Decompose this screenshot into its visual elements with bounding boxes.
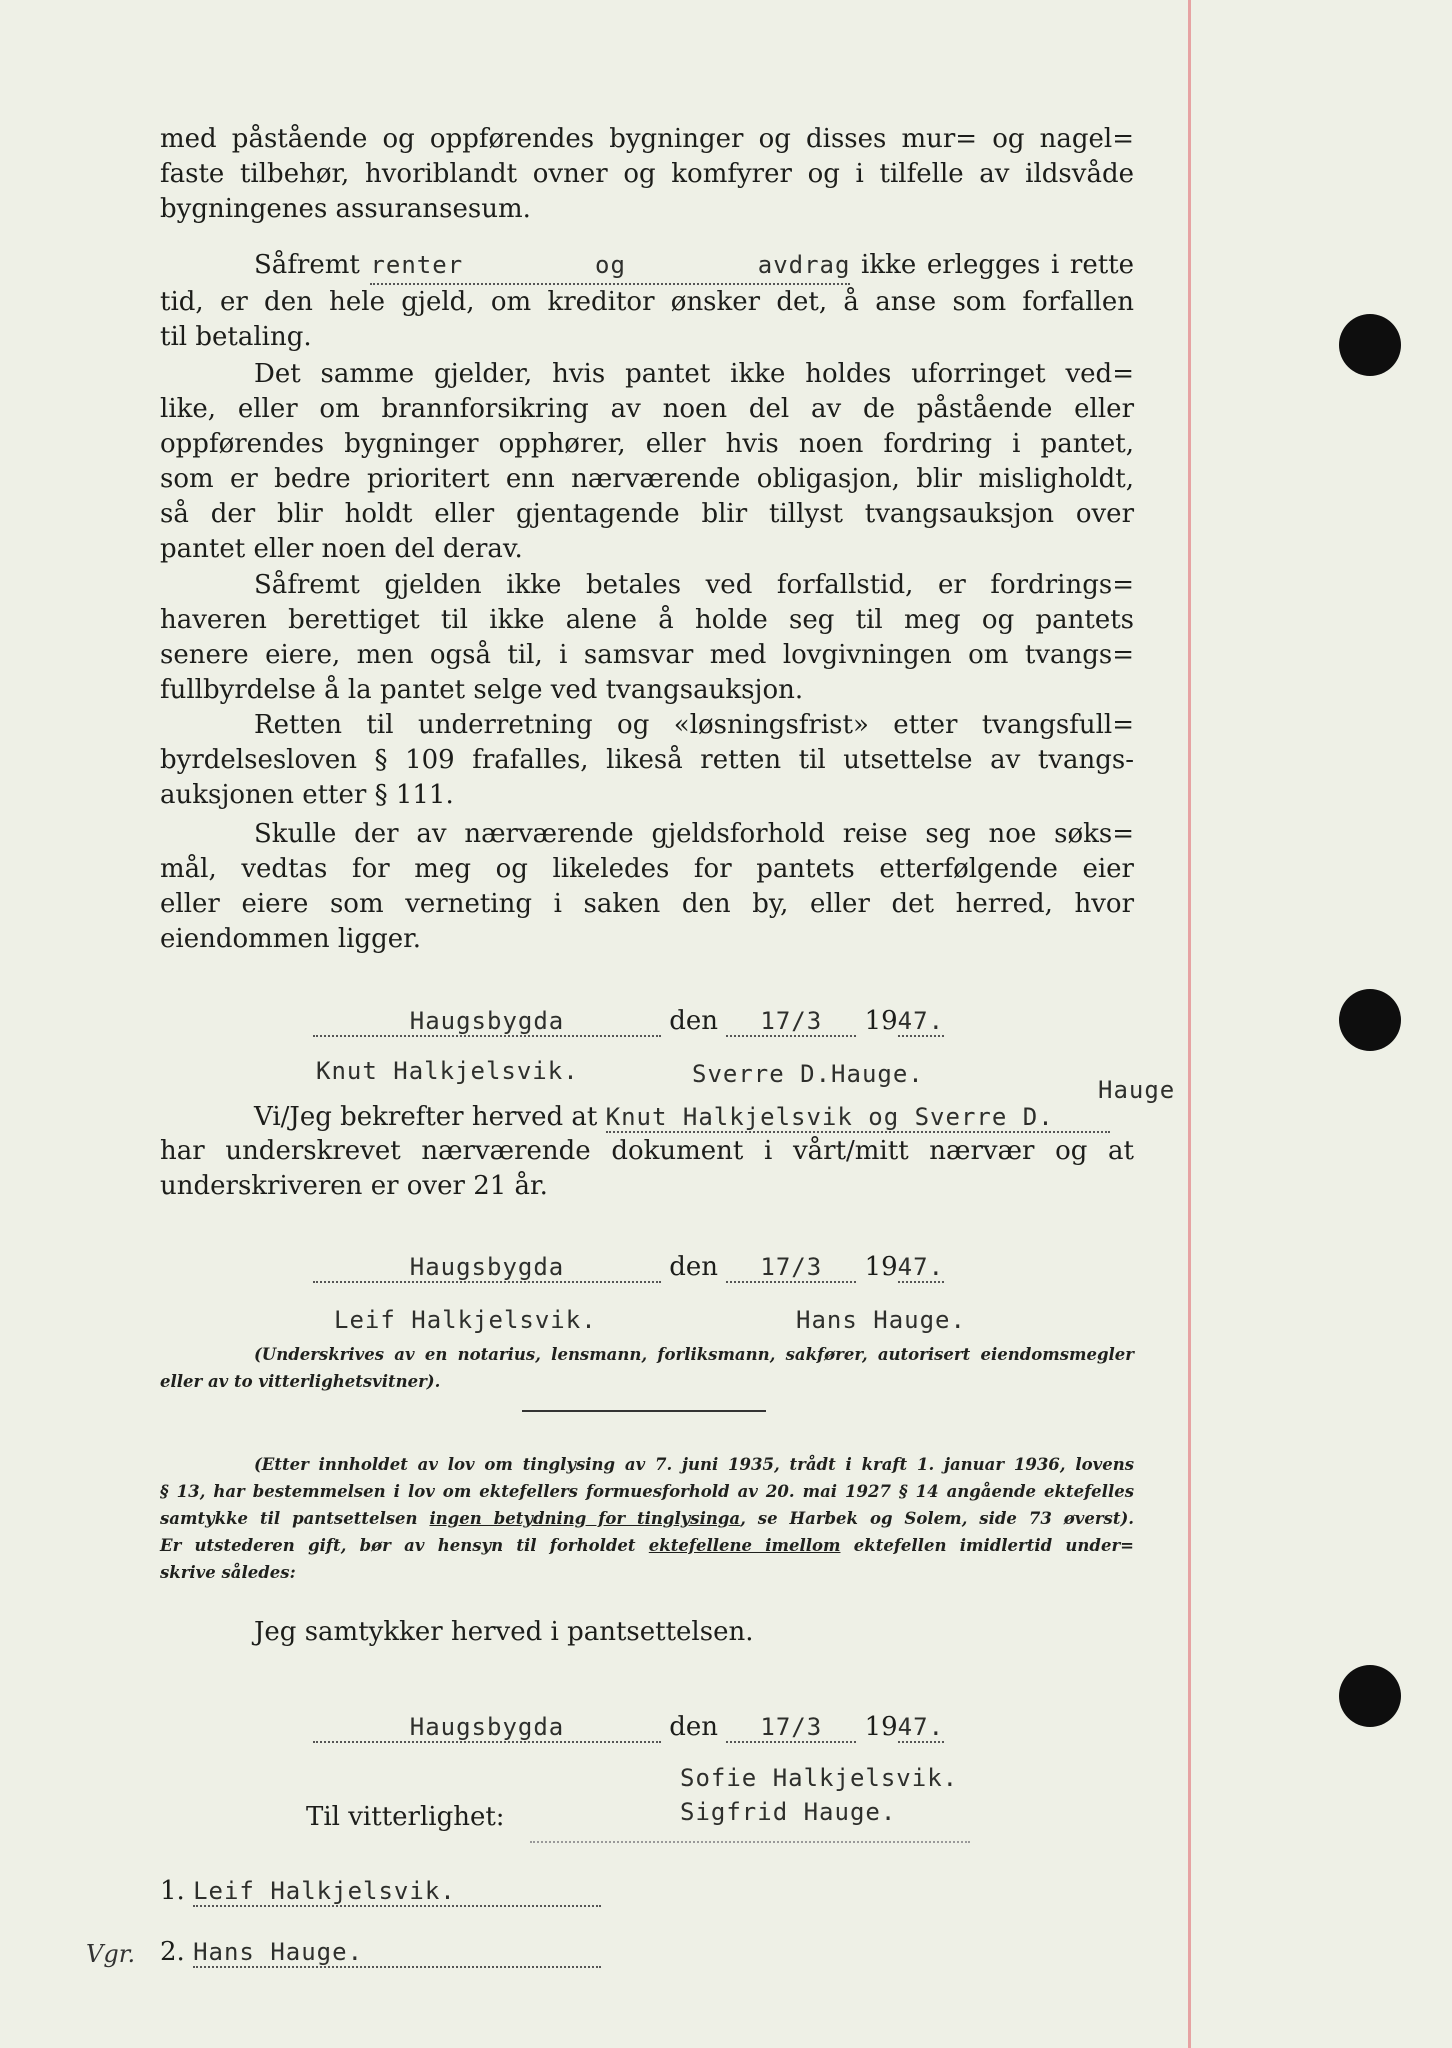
text-line: tid, er den hele gjeld, om kreditor ønsker det, å anse som forfallen (160, 287, 1134, 317)
text-line (160, 248, 1134, 285)
year-prefix: 19 (864, 1712, 898, 1742)
signature-sverre: Sverre D.Hauge. (692, 1060, 924, 1088)
date-value: 17/3 (726, 1713, 856, 1743)
witness-number: 2. (160, 1937, 185, 1967)
text-line (160, 1505, 1134, 1532)
place-value: Haugsbygda (313, 1713, 661, 1743)
punch-hole-bottom (1339, 1665, 1401, 1727)
confirmation-line-1 (254, 1102, 1110, 1133)
text-line: har underskrevet nærværende dokument i vårt/mitt nærvær og at (160, 1136, 1134, 1166)
date-line-2 (313, 1252, 944, 1283)
date-value: 17/3 (726, 1253, 856, 1283)
text-line: eller av to vitterlighetsvitner). (160, 1372, 441, 1391)
witness-line-1 (160, 1876, 601, 1907)
text-line: senere eiere, men også til, i samsvar med lovgivningen om tvangs= (160, 640, 1134, 670)
text-line (160, 1532, 1134, 1559)
paragraph-buildings (160, 122, 1134, 227)
text-line: Det samme gjelder, hvis pantet ikke holdes uforringet ved= (254, 359, 1134, 389)
year-suffix: 47. (897, 1713, 945, 1741)
text-line: underskriveren er over 21 år. (160, 1171, 548, 1201)
paragraph-safremt (160, 248, 1134, 355)
text-line: haveren berettiget til ikke alene å holde seg til meg og pantets (160, 605, 1134, 635)
til-vitterlighet-label: Til vitterlighet: (306, 1802, 505, 1832)
text-line: byrdelsesloven § 109 frafalles, likeså retten til utsettelse av tvangs- (160, 745, 1134, 775)
witness-number: 1. (160, 1876, 185, 1906)
text-fragment: ikke erlegges i rette (861, 250, 1134, 280)
signature-knut: Knut Halkjelsvik. (316, 1057, 579, 1085)
punch-hole-top (1339, 314, 1401, 376)
witness-line-2 (160, 1937, 601, 1968)
law-note (160, 1451, 1134, 1586)
text-line: (Underskrives av en notarius, lensmann, forliksmann, sakfører, autorisert eiendomsmegler (254, 1345, 1134, 1364)
den-label: den (669, 1252, 719, 1282)
witness-hans: Hans Hauge. (796, 1306, 966, 1334)
text-line: oppførendes bygninger opphører, eller hvis noen fordring i pantet, (160, 429, 1134, 459)
text-fragment: samtykke til pantsettelsen (160, 1509, 418, 1528)
text-line: bygningenes assuransesum. (160, 194, 531, 224)
text-line: like, eller om brannforsikring av noen del av de påstående eller (160, 394, 1134, 424)
text-line: Skulle der av nærværende gjeldsforhold reise seg noe søks= (254, 819, 1134, 849)
text-line: med påstående og oppførendes bygninger og disses mur= og nagel= (160, 124, 1134, 154)
place-value: Haugsbygda (313, 1007, 661, 1037)
text-line: til betaling. (160, 322, 312, 352)
year-prefix: 19 (864, 1252, 898, 1282)
date-value: 17/3 (726, 1007, 856, 1037)
text-line: mål, vedtas for meg og likeledes for pantets etterfølgende eier (160, 854, 1134, 884)
text-line: faste tilbehør, hvoriblandt ovner og komfyrer og i tilfelle av ildsvåde (160, 159, 1134, 189)
den-label: den (669, 1712, 719, 1742)
text-line: Såfremt gjelden ikke betales ved forfallstid, er fordrings= (254, 570, 1134, 600)
witness-note (160, 1341, 1134, 1395)
text-fragment: , se Harbek og Solem, side 73 øverst). (740, 1509, 1134, 1528)
text-fragment: Vi/Jeg bekrefter herved at (254, 1102, 598, 1132)
witness-name: Hans Hauge. (193, 1938, 601, 1968)
margin-line (1188, 0, 1191, 2048)
underlined-phrase: ingen betydning for tinglysinga (429, 1509, 741, 1528)
year-suffix: 47. (897, 1253, 945, 1281)
separator-rule (522, 1410, 766, 1412)
paragraph-forfallstid (160, 568, 1134, 708)
signature-sigfrid: Sigfrid Hauge. (680, 1798, 897, 1826)
text-line: (Etter innholdet av lov om tinglysing av 7. juni 1935, trådt i kraft 1. januar 1936, lovens (254, 1455, 1134, 1474)
text-line: fullbyrdelse å la pantet selge ved tvangsauksjon. (160, 675, 804, 705)
paragraph-samme-gjelder (160, 357, 1134, 567)
text-fragment: Er utstederen gift, bør av hensyn til forholdet (160, 1536, 636, 1555)
date-line-1 (313, 1006, 944, 1037)
typed-hauge-extra: Hauge (1098, 1076, 1176, 1104)
date-line-3 (313, 1712, 944, 1743)
margin-initials: Vgr. (86, 1940, 136, 1968)
place-value: Haugsbygda (313, 1253, 661, 1283)
text-line: § 13, har bestemmelsen i lov om ektefellers formuesforhold av 20. mai 1927 § 14 angående ektefelles (160, 1482, 1134, 1501)
witness-name: Leif Halkjelsvik. (193, 1877, 601, 1907)
text-line: så der blir holdt eller gjentagende blir tillyst tvangsauksjon over (160, 499, 1134, 529)
text-line: pantet eller noen del derav. (160, 534, 523, 564)
text-line: Retten til underretning og «løsningsfrist» etter tvangsfull= (254, 710, 1134, 740)
consent-statement: Jeg samtykker herved i pantsettelsen. (254, 1617, 754, 1647)
faint-dotted-line (530, 1841, 970, 1843)
punch-hole-middle (1339, 989, 1401, 1051)
paragraph-verneting (160, 817, 1134, 957)
witness-leif: Leif Halkjelsvik. (334, 1306, 597, 1334)
filled-value-renter: renter og avdrag (370, 248, 850, 285)
text-line: eiendommen ligger. (160, 924, 421, 954)
text-line: skrive således: (160, 1563, 296, 1582)
text-line: auksjonen etter § 111. (160, 780, 454, 810)
text-fragment: ektefellen imidlertid under= (853, 1536, 1134, 1555)
confirmation-rest (160, 1134, 1134, 1204)
signature-sofie: Sofie Halkjelsvik. (680, 1764, 959, 1792)
underlined-phrase: ektefellene imellom (648, 1536, 841, 1555)
den-label: den (669, 1006, 719, 1036)
text-fragment: Såfremt (254, 250, 360, 280)
year-prefix: 19 (864, 1006, 898, 1036)
text-line: eller eiere som verneting i saken den by, eller det herred, hvor (160, 889, 1134, 919)
paragraph-underretning (160, 708, 1134, 813)
confirmed-names: Knut Halkjelsvik og Sverre D. (606, 1103, 1110, 1133)
text-line: som er bedre prioritert enn nærværende obligasjon, blir misligholdt, (160, 464, 1134, 494)
year-suffix: 47. (897, 1007, 945, 1035)
